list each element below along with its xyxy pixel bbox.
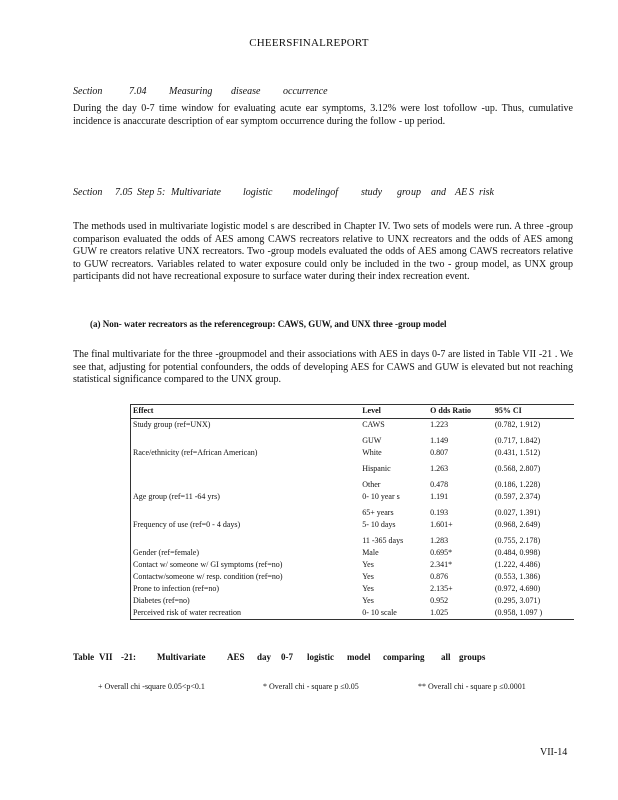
- level-value: Yes: [362, 572, 374, 581]
- section-704-body: During the day 0-7 time window for evaluating acute ear symptoms, 3.12% were lost tofollow -up. Thus, cumulative incidence is anaccurate description of ear symptom occurrence during the follow - up period.: [73, 103, 573, 127]
- level-value: 0- 10 scale: [362, 608, 397, 617]
- level-cell: [360, 547, 428, 559]
- odds-ratio-cell: [428, 519, 493, 547]
- caption-word: VII: [99, 652, 113, 662]
- table-row: [131, 607, 575, 620]
- heading-word: logistic: [243, 187, 273, 198]
- table-caption: [73, 652, 573, 662]
- level-value: GUW: [362, 436, 382, 445]
- heading-word: AE: [455, 187, 468, 198]
- ci-value: (1.222, 4.486): [494, 560, 541, 569]
- level-value: 65+ years: [362, 508, 394, 517]
- effect-cell: Prone to infection (ref=no): [131, 583, 361, 595]
- section-704-heading: [73, 86, 573, 97]
- ci-cell: [493, 595, 574, 607]
- effect-cell: Race/ethnicity (ref=African American): [131, 447, 361, 491]
- footnote-star: * Overall chi - square p ≤0.05: [263, 682, 359, 691]
- header-level: Level: [360, 405, 428, 419]
- ci-value: (0.431, 1.512): [494, 448, 541, 457]
- odds-ratio-cell: [428, 547, 493, 559]
- heading-word: 7.05: [115, 187, 133, 198]
- heading-word: 7.04: [129, 86, 147, 97]
- odds-ratio-cell: [428, 571, 493, 583]
- level-cell: [360, 491, 428, 519]
- level-value: Yes: [362, 560, 374, 569]
- heading-word: gro: [397, 187, 411, 198]
- heading-word: modelingof: [293, 187, 338, 198]
- level-value: 0- 10 year s: [362, 492, 400, 501]
- heading-word: Section: [73, 187, 103, 198]
- caption-word: 0-7: [281, 652, 293, 662]
- header-odds-ratio: O dds Ratio: [428, 405, 493, 419]
- heading-word: 5:: [157, 187, 166, 198]
- effect-cell: Age group (ref=11 -64 yrs): [131, 491, 361, 519]
- heading-word: Measuring: [169, 86, 213, 97]
- odds-ratio-value: 0.876: [430, 572, 449, 581]
- heading-word: risk: [479, 187, 494, 198]
- ci-cell: [493, 559, 574, 571]
- level-value: White: [362, 448, 382, 457]
- heading-word: and: [431, 187, 446, 198]
- level-cell: [360, 447, 428, 491]
- level-cell: [360, 607, 428, 620]
- ci-cell: [493, 547, 574, 559]
- level-value: Male: [362, 548, 379, 557]
- level-value: Other: [362, 480, 381, 489]
- caption-word: Table: [73, 652, 95, 662]
- caption-word: AES: [227, 652, 245, 662]
- odds-ratio-value: 1.223: [430, 420, 449, 429]
- ci-value: (0.968, 2.649): [494, 520, 541, 529]
- caption-word: logistic: [307, 652, 334, 662]
- odds-ratio-value: 2.135+: [430, 584, 453, 593]
- odds-ratio-value: 0.952: [430, 596, 449, 605]
- heading-word: Section: [73, 86, 103, 97]
- page-number: VII-14: [540, 747, 568, 758]
- odds-ratio-cell: [428, 447, 493, 491]
- ci-cell: [493, 607, 574, 620]
- effect-cell: Study group (ref=UNX): [131, 419, 361, 448]
- heading-word: Step: [137, 187, 155, 198]
- effect-cell: Diabetes (ref=no): [131, 595, 361, 607]
- level-cell: [360, 559, 428, 571]
- ci-value: (0.972, 4.690): [494, 584, 541, 593]
- effect-cell: Contact w/ someone w/ GI symptoms (ref=no): [131, 559, 361, 571]
- ci-value: (0.782, 1.912): [494, 420, 541, 429]
- ci-cell: [493, 571, 574, 583]
- effect-cell: Gender (ref=female): [131, 547, 361, 559]
- odds-ratio-value: 0.807: [430, 448, 449, 457]
- effect-cell: Frequency of use (ref=0 - 4 days): [131, 519, 361, 547]
- ci-value: (0.568, 2.807): [494, 464, 541, 473]
- level-value: 5- 10 days: [362, 520, 396, 529]
- ci-value: (0.553, 1.386): [494, 572, 541, 581]
- caption-word: day: [257, 652, 272, 662]
- level-value: 11 -365 days: [362, 536, 404, 545]
- heading-word: Multivariate: [171, 187, 221, 198]
- heading-word: disease: [231, 86, 261, 97]
- level-cell: [360, 571, 428, 583]
- level-cell: [360, 419, 428, 448]
- odds-ratio-value: 1.601+: [430, 520, 453, 529]
- caption-word: all: [441, 652, 451, 662]
- odds-ratio-value: 1.283: [430, 536, 449, 545]
- page-header: CHEERSFINALREPORT: [249, 37, 369, 49]
- ci-cell: [493, 419, 574, 448]
- table-row: [131, 519, 575, 547]
- odds-ratio-cell: [428, 607, 493, 620]
- heading-word: up: [411, 187, 421, 198]
- table-row: [131, 491, 575, 519]
- ci-value: (0.186, 1.228): [494, 480, 541, 489]
- caption-word: Multivariate: [157, 652, 206, 662]
- ci-value: (0.597, 2.374): [494, 492, 541, 501]
- table-row: [131, 447, 575, 491]
- heading-word: S: [469, 187, 474, 198]
- caption-word: -21:: [121, 652, 136, 662]
- table-row: [131, 559, 575, 571]
- ci-value: (0.027, 1.391): [494, 508, 541, 517]
- odds-ratio-value: 0.695*: [430, 548, 453, 557]
- odds-ratio-cell: [428, 419, 493, 448]
- odds-ratio-cell: [428, 491, 493, 519]
- caption-word: comparing: [383, 652, 425, 662]
- odds-ratio-value: 1.263: [430, 464, 449, 473]
- ci-cell: [493, 491, 574, 519]
- table-row: [131, 583, 575, 595]
- heading-word: study: [361, 187, 383, 198]
- ci-value: (0.295, 3.071): [494, 596, 541, 605]
- footnote-double-star: ** Overall chi - square p ≤0.0001: [418, 682, 526, 691]
- level-cell: [360, 519, 428, 547]
- ci-value: (0.958, 1.097 ): [494, 608, 543, 617]
- odds-ratio-value: 2.341*: [430, 560, 453, 569]
- table-row: [131, 571, 575, 583]
- heading-word: occurrence: [283, 86, 328, 97]
- odds-ratio-value: 1.025: [430, 608, 449, 617]
- level-value: Yes: [362, 596, 374, 605]
- section-705-heading: [73, 187, 573, 198]
- caption-word: groups: [459, 652, 486, 662]
- table-row: [131, 547, 575, 559]
- odds-ratio-cell: [428, 583, 493, 595]
- effect-cell: Perceived risk of water recreation: [131, 607, 361, 620]
- effect-cell: Contactw/someone w/ resp. condition (ref=no): [131, 571, 361, 583]
- ci-value: (0.484, 0.998): [494, 548, 541, 557]
- level-value: CAWS: [362, 420, 385, 429]
- table-row: [131, 595, 575, 607]
- header-ci: 95% CI: [493, 405, 574, 419]
- ci-cell: [493, 583, 574, 595]
- header-effect: Effect: [131, 405, 361, 419]
- section-705-body: The methods used in multivariate logistic model s are described in Chapter IV. Two sets of models were run. A three -group comparison evaluated the odds of AES among CAWS recreators relative to UNX recreators and the odds of AES among GUW re creators relative UNX recreators. Two -group models evaluated the odds of AES among CAWS recreators relative to GUW recreators. Variables related to water exposure could only be included in the two - group model, as UNX group participants did not have recreational exposure to surface water during their index recreation event.: [73, 221, 573, 282]
- ci-cell: [493, 447, 574, 491]
- subsection-a-body: The final multivariate for the three -groupmodel and their associations with AES in days 0-7 are listed in Table VII -21 . We see that, adjusting for potential confounders, the odds of developing AES for CAWS and GUW is elevated but not reaching statistical significance compared to the UNX group.: [73, 349, 573, 385]
- ci-cell: [493, 519, 574, 547]
- level-cell: [360, 595, 428, 607]
- odds-ratio-cell: [428, 559, 493, 571]
- caption-word: model: [347, 652, 371, 662]
- table-footnotes: [98, 682, 568, 691]
- level-value: Hispanic: [362, 464, 391, 473]
- odds-ratio-cell: [428, 595, 493, 607]
- ci-value: (0.755, 2.178): [494, 536, 541, 545]
- odds-ratio-value: 1.149: [430, 436, 449, 445]
- odds-ratio-value: 1.191: [430, 492, 449, 501]
- odds-ratio-value: 0.478: [430, 480, 449, 489]
- footnote-plus: + Overall chi -square 0.05<p<0.1: [98, 682, 205, 691]
- ci-value: (0.717, 1.842): [494, 436, 541, 445]
- odds-ratio-value: 0.193: [430, 508, 449, 517]
- results-table: [130, 404, 574, 620]
- level-cell: [360, 583, 428, 595]
- subsection-a-heading: (a) Non- water recreators as the referencegroup: CAWS, GUW, and UNX three -group model: [90, 319, 447, 329]
- table-header-row: [131, 405, 575, 419]
- table-row: [131, 419, 575, 448]
- level-value: Yes: [362, 584, 374, 593]
